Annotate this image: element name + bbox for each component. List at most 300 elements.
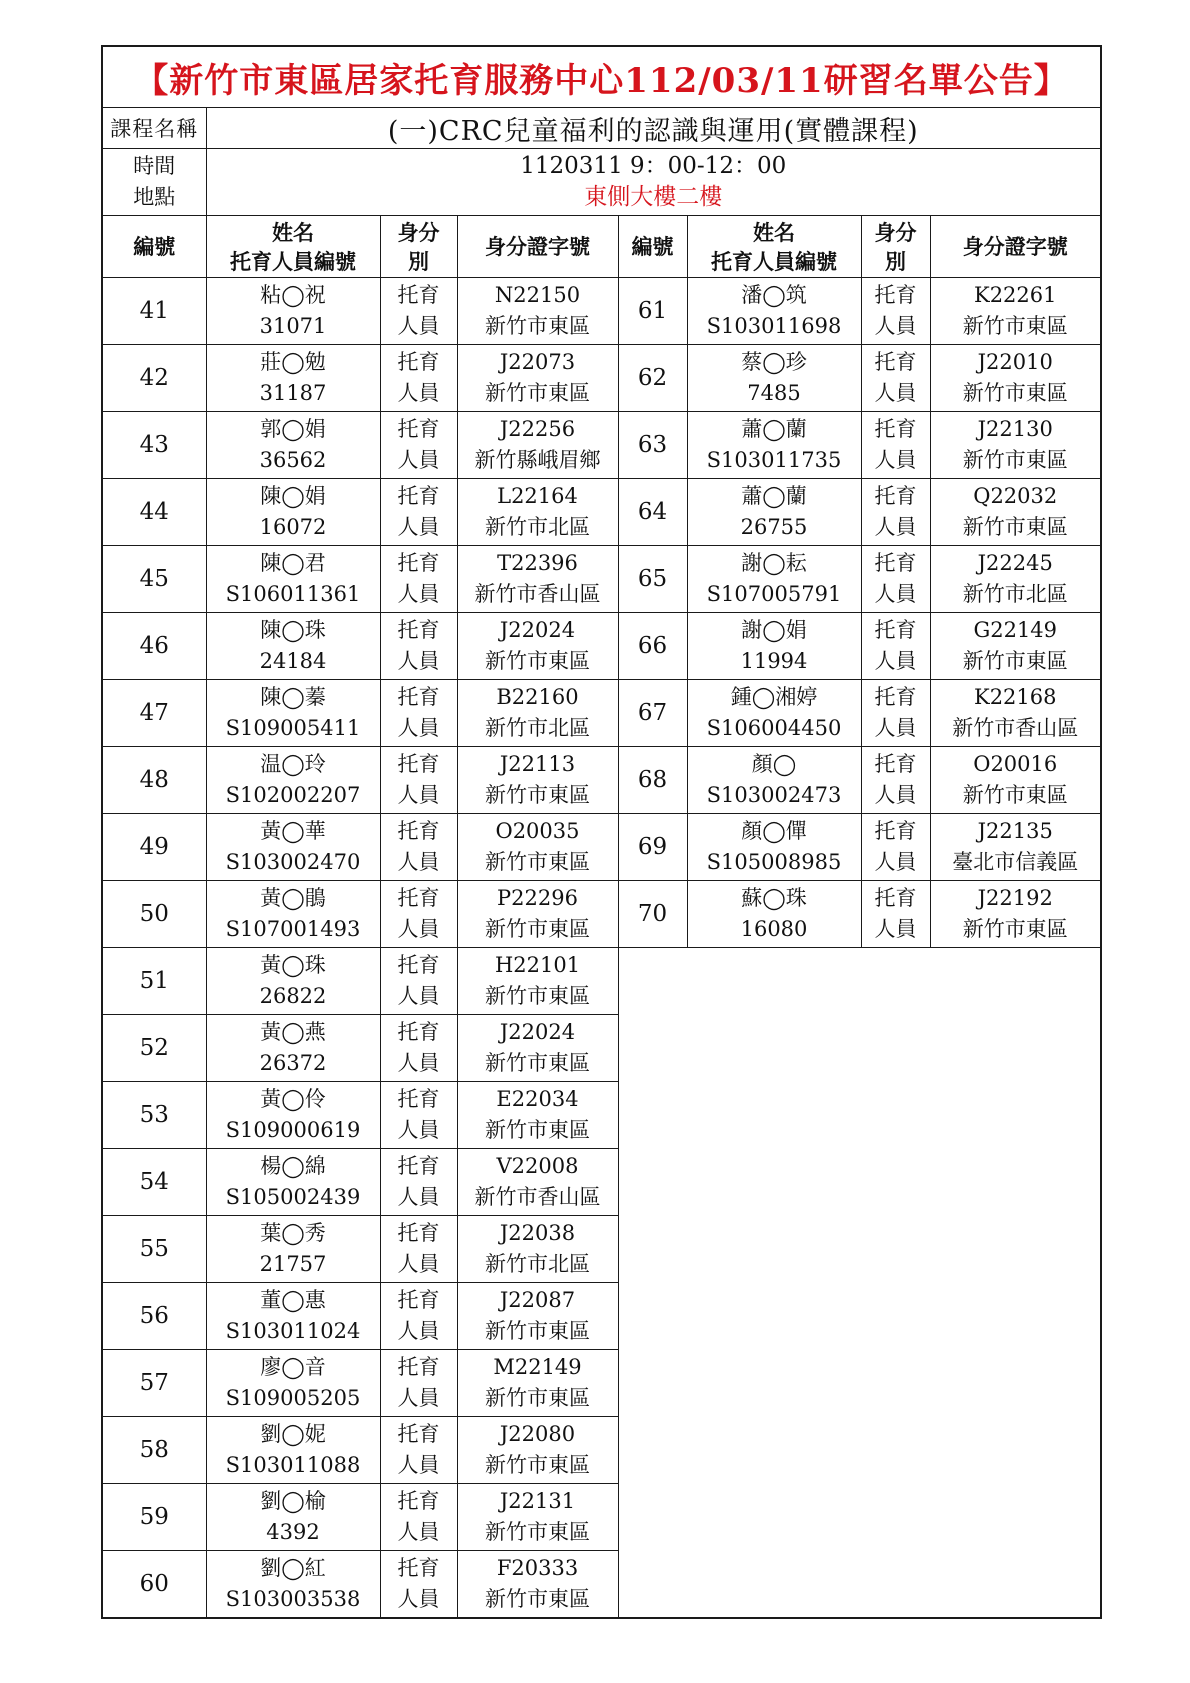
- entry-id-number: L22164: [497, 484, 578, 508]
- entry-identity-line2: 人員: [874, 381, 917, 405]
- entry-name: 粘◯祝: [260, 283, 326, 307]
- entry-name-cell: [687, 546, 861, 613]
- entry-area: 新竹市東區: [485, 1386, 590, 1410]
- entry-id-number: J22024: [499, 1020, 576, 1044]
- roster-table: [101, 45, 1102, 1619]
- entry-name: 黃◯伶: [260, 1087, 326, 1111]
- entry-identity-cell: [861, 881, 930, 948]
- entry-name: 蕭◯蘭: [741, 484, 807, 508]
- entry-identity-line1: 托育: [397, 953, 440, 977]
- entry-area: 新竹市東區: [485, 917, 590, 941]
- table-row: [102, 479, 1101, 546]
- entry-area: 新竹市東區: [485, 850, 590, 874]
- entry-name-cell: [206, 412, 380, 479]
- entry-identity-line1: 托育: [397, 819, 440, 843]
- entry-number: 55: [102, 1216, 206, 1283]
- entry-staff-id: 16072: [259, 515, 327, 539]
- entry-identity-line2: 人員: [874, 582, 917, 606]
- table-row: [102, 948, 1101, 1015]
- header-number: 編號: [618, 216, 687, 278]
- entry-identity-cell: [380, 479, 457, 546]
- entry-staff-id: 26372: [259, 1051, 327, 1075]
- entry-identity-line1: 托育: [397, 1221, 440, 1245]
- entry-id-cell: [457, 1149, 618, 1216]
- entry-id-number: J22130: [977, 417, 1053, 441]
- entry-area: 臺北市信義區: [952, 850, 1079, 874]
- entry-staff-id: S106011361: [225, 582, 361, 606]
- entry-id-cell: [930, 814, 1101, 881]
- header-identity-line2: 別: [885, 248, 906, 274]
- entry-id-cell: [930, 345, 1101, 412]
- entry-id-cell: [457, 546, 618, 613]
- entry-identity-cell: [380, 1417, 457, 1484]
- entry-area: 新竹市東區: [962, 381, 1068, 405]
- entry-area: 新竹市香山區: [952, 716, 1079, 740]
- entry-staff-id: 4392: [266, 1520, 320, 1544]
- table-row: [102, 412, 1101, 479]
- entry-name: 董◯惠: [260, 1288, 326, 1312]
- entry-id-number: N22150: [494, 283, 581, 307]
- time-place-value: [206, 149, 1101, 216]
- entry-staff-id: 36562: [259, 448, 327, 472]
- entry-name-cell: [687, 881, 861, 948]
- entry-number: 68: [618, 747, 687, 814]
- entry-id-cell: [457, 278, 618, 345]
- time-place-label: [102, 149, 206, 216]
- entry-id-cell: [930, 412, 1101, 479]
- entry-staff-id: S107005791: [706, 582, 842, 606]
- table-row: [102, 747, 1101, 814]
- entry-name: 陳◯娟: [260, 484, 326, 508]
- entry-area: 新竹市北區: [485, 716, 590, 740]
- entry-id-number: J22135: [977, 819, 1053, 843]
- entry-id-cell: [930, 680, 1101, 747]
- entry-number: 60: [102, 1551, 206, 1619]
- entry-id-cell: [457, 948, 618, 1015]
- entry-area: 新竹市東區: [962, 649, 1068, 673]
- entry-id-cell: [457, 1350, 618, 1417]
- entry-name-cell: [206, 1082, 380, 1149]
- entry-identity-line2: 人員: [397, 381, 440, 405]
- column-header-row: [102, 216, 1101, 278]
- entry-identity-cell: [861, 546, 930, 613]
- entry-name-cell: [206, 747, 380, 814]
- entry-id-number: J22087: [499, 1288, 576, 1312]
- entry-area: 新竹市北區: [485, 515, 590, 539]
- entry-name: 謝◯耘: [741, 551, 807, 575]
- entry-identity-line2: 人員: [397, 1386, 440, 1410]
- entry-identity-cell: [861, 479, 930, 546]
- time-label: 時間: [133, 154, 176, 178]
- entry-id-cell: [930, 747, 1101, 814]
- entry-staff-id: S103002473: [706, 783, 842, 807]
- entry-identity-line1: 托育: [397, 1020, 440, 1044]
- entry-name: 顏◯僤: [741, 819, 807, 843]
- entry-name-cell: [206, 948, 380, 1015]
- session-time: 1120311 9：00-12：00: [520, 153, 787, 179]
- entry-staff-id: S109000619: [225, 1118, 361, 1142]
- entry-identity-cell: [380, 881, 457, 948]
- header-identity-line2: 別: [408, 248, 429, 274]
- entry-name-cell: [687, 412, 861, 479]
- entry-staff-id: S103002470: [225, 850, 361, 874]
- entry-identity-line2: 人員: [397, 917, 440, 941]
- empty-area: [618, 948, 1101, 1619]
- entry-identity-cell: [380, 1283, 457, 1350]
- entry-identity-line1: 托育: [397, 1556, 440, 1580]
- entry-area: 新竹市東區: [962, 448, 1068, 472]
- entry-name-cell: [206, 479, 380, 546]
- entry-id-cell: [930, 479, 1101, 546]
- entry-name-cell: [206, 1484, 380, 1551]
- entry-number: 43: [102, 412, 206, 479]
- entry-name: 黃◯珠: [260, 953, 326, 977]
- entry-id-cell: [457, 881, 618, 948]
- entry-area: 新竹市香山區: [474, 582, 601, 606]
- table-row: [102, 814, 1101, 881]
- header-name-line2: 托育人員編號: [711, 248, 837, 274]
- entry-number: 51: [102, 948, 206, 1015]
- entry-identity-line2: 人員: [397, 783, 440, 807]
- entry-name: 鍾◯湘婷: [730, 685, 818, 709]
- entry-identity-line1: 托育: [397, 1288, 440, 1312]
- entry-number: 64: [618, 479, 687, 546]
- course-label: 課程名稱: [102, 108, 206, 149]
- entry-staff-id: S106004450: [706, 716, 842, 740]
- entry-id-number: J22131: [499, 1489, 576, 1513]
- entry-name: 郭◯娟: [260, 417, 326, 441]
- entry-number: 41: [102, 278, 206, 345]
- entry-number: 62: [618, 345, 687, 412]
- entry-name: 莊◯勉: [260, 350, 326, 374]
- entry-id-number: E22034: [496, 1087, 579, 1111]
- entry-number: 48: [102, 747, 206, 814]
- entry-staff-id: 26822: [259, 984, 327, 1008]
- entry-area: 新竹市東區: [485, 1520, 590, 1544]
- header-id-number: 身分證字號: [930, 216, 1101, 278]
- entry-identity-line1: 托育: [397, 1422, 440, 1446]
- entry-id-number: J22073: [499, 350, 576, 374]
- entry-id-cell: [930, 278, 1101, 345]
- entry-identity-line2: 人員: [397, 1118, 440, 1142]
- entry-staff-id: S103011735: [706, 448, 842, 472]
- entry-id-cell: [457, 345, 618, 412]
- entry-identity-line2: 人員: [874, 649, 917, 673]
- entry-identity-cell: [380, 546, 457, 613]
- entry-staff-id: 26755: [740, 515, 808, 539]
- entry-identity-line2: 人員: [874, 917, 917, 941]
- table-row: [102, 278, 1101, 345]
- entry-identity-cell: [861, 613, 930, 680]
- entry-id-cell: [457, 1015, 618, 1082]
- entry-area: 新竹市東區: [485, 1118, 590, 1142]
- entry-number: 57: [102, 1350, 206, 1417]
- entry-name-cell: [206, 546, 380, 613]
- entry-number: 65: [618, 546, 687, 613]
- entry-id-number: O20016: [973, 752, 1058, 776]
- entry-name-cell: [206, 1283, 380, 1350]
- entry-identity-cell: [380, 1551, 457, 1619]
- entry-id-cell: [457, 747, 618, 814]
- entry-number: 56: [102, 1283, 206, 1350]
- entry-staff-id: S105002439: [225, 1185, 361, 1209]
- entry-name-cell: [687, 345, 861, 412]
- header-identity-line1: 身分: [397, 219, 440, 245]
- entry-name: 潘◯筑: [741, 283, 807, 307]
- entry-identity-cell: [380, 747, 457, 814]
- entry-name-cell: [687, 814, 861, 881]
- entry-id-number: G22149: [973, 618, 1058, 642]
- entry-staff-id: S105008985: [706, 850, 842, 874]
- entry-name-cell: [206, 278, 380, 345]
- entry-identity-line2: 人員: [874, 783, 917, 807]
- place-label: 地點: [133, 185, 176, 209]
- entry-identity-line1: 托育: [874, 685, 917, 709]
- header-id-number: 身分證字號: [457, 216, 618, 278]
- entry-identity-line2: 人員: [397, 1319, 440, 1343]
- entry-identity-line2: 人員: [874, 850, 917, 874]
- entry-identity-cell: [380, 345, 457, 412]
- entry-area: 新竹市北區: [485, 1252, 590, 1276]
- entry-id-cell: [457, 1417, 618, 1484]
- entry-id-number: J22245: [977, 551, 1053, 575]
- entry-area: 新竹市東區: [485, 1453, 590, 1477]
- table-row: [102, 881, 1101, 948]
- table-row: [102, 680, 1101, 747]
- entry-name-cell: [687, 680, 861, 747]
- entry-name-cell: [206, 1417, 380, 1484]
- entry-name: 陳◯珠: [260, 618, 326, 642]
- entry-area: 新竹市東區: [485, 984, 590, 1008]
- entry-identity-line2: 人員: [397, 984, 440, 1008]
- entry-area: 新竹市東區: [962, 314, 1068, 338]
- entry-number: 46: [102, 613, 206, 680]
- header-name-line1: 姓名: [753, 219, 795, 245]
- entry-number: 66: [618, 613, 687, 680]
- page-title: 【新竹市東區居家托育服務中心112/03/11研習名單公告】: [102, 46, 1101, 108]
- entry-identity-cell: [380, 1216, 457, 1283]
- entry-name-cell: [687, 747, 861, 814]
- entry-identity-cell: [380, 680, 457, 747]
- entry-id-cell: [457, 1551, 618, 1619]
- entry-name: 陳◯君: [260, 551, 326, 575]
- entry-staff-id: 31071: [259, 314, 327, 338]
- entry-area: 新竹市東區: [485, 1587, 590, 1611]
- entry-name-cell: [206, 881, 380, 948]
- entry-identity-line1: 托育: [397, 551, 440, 575]
- entry-name-cell: [206, 1216, 380, 1283]
- entry-identity-cell: [861, 747, 930, 814]
- entry-area: 新竹市東區: [485, 649, 590, 673]
- entry-id-cell: [457, 479, 618, 546]
- entry-staff-id: S103011024: [225, 1319, 361, 1343]
- entry-staff-id: 24184: [259, 649, 327, 673]
- entry-id-number: K22261: [974, 283, 1057, 307]
- entry-identity-line1: 托育: [397, 1154, 440, 1178]
- entry-identity-line1: 托育: [874, 350, 917, 374]
- entry-staff-id: S109005411: [225, 716, 361, 740]
- entry-name: 葉◯秀: [260, 1221, 326, 1245]
- entry-id-cell: [457, 1216, 618, 1283]
- entry-number: 63: [618, 412, 687, 479]
- entry-id-number: J22256: [499, 417, 576, 441]
- header-name: [687, 216, 861, 278]
- header-name-line1: 姓名: [272, 219, 314, 245]
- entry-identity-line2: 人員: [397, 649, 440, 673]
- entry-name-cell: [687, 613, 861, 680]
- entry-name-cell: [206, 1015, 380, 1082]
- entry-identity-line2: 人員: [874, 448, 917, 472]
- entry-name-cell: [206, 1551, 380, 1619]
- entry-staff-id: 31187: [259, 381, 327, 405]
- entry-name: 蕭◯蘭: [741, 417, 807, 441]
- entry-name: 黃◯燕: [260, 1020, 326, 1044]
- entry-staff-id: 11994: [740, 649, 808, 673]
- entry-name: 蘇◯珠: [741, 886, 807, 910]
- entry-id-number: K22168: [974, 685, 1057, 709]
- entry-staff-id: S103003538: [225, 1587, 361, 1611]
- entry-number: 47: [102, 680, 206, 747]
- entry-identity-line2: 人員: [397, 1252, 440, 1276]
- header-name-line2: 托育人員編號: [230, 248, 356, 274]
- entry-name: 温◯玲: [260, 752, 326, 776]
- entry-area: 新竹市東區: [485, 1051, 590, 1075]
- entry-identity-cell: [380, 1082, 457, 1149]
- entry-name: 黃◯鵑: [260, 886, 326, 910]
- entry-id-number: J22010: [977, 350, 1053, 374]
- entry-identity-line1: 托育: [397, 283, 440, 307]
- entry-staff-id: 21757: [259, 1252, 327, 1276]
- entry-name-cell: [206, 680, 380, 747]
- entry-identity-cell: [380, 613, 457, 680]
- entry-number: 69: [618, 814, 687, 881]
- table-row: [102, 613, 1101, 680]
- entry-identity-cell: [861, 412, 930, 479]
- entry-name: 廖◯音: [260, 1355, 326, 1379]
- entry-number: 53: [102, 1082, 206, 1149]
- entry-staff-id: S107001493: [225, 917, 361, 941]
- entry-area: 新竹市東區: [485, 1319, 590, 1343]
- session-place: 東側大樓二樓: [584, 184, 723, 210]
- entry-area: 新竹市北區: [962, 582, 1068, 606]
- entry-identity-line2: 人員: [397, 1520, 440, 1544]
- header-name: [206, 216, 380, 278]
- entry-identity-line2: 人員: [397, 1051, 440, 1075]
- entry-identity-line1: 托育: [397, 1489, 440, 1513]
- entry-identity-line2: 人員: [397, 314, 440, 338]
- entry-number: 67: [618, 680, 687, 747]
- entry-name-cell: [687, 278, 861, 345]
- course-name: (一)CRC兒童福利的認識與運用(實體課程): [206, 108, 1101, 149]
- entry-area: 新竹市東區: [485, 314, 590, 338]
- entry-id-cell: [457, 814, 618, 881]
- entry-identity-cell: [380, 1015, 457, 1082]
- entry-area: 新竹市東區: [485, 783, 590, 807]
- entry-number: 44: [102, 479, 206, 546]
- entry-area: 新竹市東區: [962, 917, 1068, 941]
- entry-id-number: J22080: [499, 1422, 576, 1446]
- entry-identity-line2: 人員: [397, 716, 440, 740]
- entry-identity-line1: 托育: [874, 551, 917, 575]
- entry-name: 劉◯榆: [260, 1489, 326, 1513]
- entry-area: 新竹市香山區: [474, 1185, 601, 1209]
- entry-identity-line2: 人員: [397, 448, 440, 472]
- entry-staff-id: 7485: [747, 381, 801, 405]
- header-number: 編號: [102, 216, 206, 278]
- entry-id-cell: [457, 1283, 618, 1350]
- header-identity-line1: 身分: [874, 219, 917, 245]
- entry-id-number: B22160: [496, 685, 579, 709]
- entry-identity-cell: [861, 814, 930, 881]
- entry-identity-cell: [861, 278, 930, 345]
- entry-identity-cell: [380, 1149, 457, 1216]
- entry-name: 顏◯: [751, 752, 797, 776]
- entry-number: 45: [102, 546, 206, 613]
- header-identity: [380, 216, 457, 278]
- entry-identity-line1: 托育: [397, 1087, 440, 1111]
- entry-identity-line1: 托育: [397, 417, 440, 441]
- entry-id-number: H22101: [494, 953, 581, 977]
- entry-id-number: J22113: [499, 752, 576, 776]
- entry-identity-line1: 托育: [874, 484, 917, 508]
- entry-identity-line2: 人員: [874, 515, 917, 539]
- entry-name: 劉◯妮: [260, 1422, 326, 1446]
- entry-number: 58: [102, 1417, 206, 1484]
- entry-identity-line1: 托育: [397, 752, 440, 776]
- entry-staff-id: S102002207: [225, 783, 361, 807]
- entry-id-number: J22038: [499, 1221, 576, 1245]
- entry-id-cell: [457, 680, 618, 747]
- entry-staff-id: 16080: [740, 917, 808, 941]
- entry-id-cell: [457, 412, 618, 479]
- entry-identity-line1: 托育: [874, 752, 917, 776]
- entry-identity-cell: [861, 680, 930, 747]
- entry-number: 52: [102, 1015, 206, 1082]
- entry-identity-cell: [380, 1484, 457, 1551]
- entry-identity-line2: 人員: [874, 716, 917, 740]
- entry-name-cell: [206, 613, 380, 680]
- entry-name-cell: [206, 814, 380, 881]
- entry-identity-line1: 托育: [397, 618, 440, 642]
- entry-identity-line1: 托育: [397, 886, 440, 910]
- entry-identity-line2: 人員: [397, 850, 440, 874]
- entry-name-cell: [687, 479, 861, 546]
- entry-id-number: V22008: [496, 1154, 579, 1178]
- entry-id-number: F20333: [496, 1556, 579, 1580]
- entry-identity-line2: 人員: [397, 1185, 440, 1209]
- entry-number: 70: [618, 881, 687, 948]
- entry-id-cell: [930, 613, 1101, 680]
- entry-id-number: J22192: [977, 886, 1053, 910]
- entry-identity-line2: 人員: [397, 515, 440, 539]
- entry-id-cell: [930, 546, 1101, 613]
- entry-name-cell: [206, 1350, 380, 1417]
- entry-name-cell: [206, 345, 380, 412]
- entry-id-cell: [457, 1082, 618, 1149]
- entry-area: 新竹市東區: [485, 381, 590, 405]
- entry-identity-line1: 托育: [874, 283, 917, 307]
- entry-number: 50: [102, 881, 206, 948]
- entry-identity-cell: [380, 412, 457, 479]
- entry-identity-line2: 人員: [397, 1453, 440, 1477]
- entry-id-number: T22396: [497, 551, 578, 575]
- entry-name: 謝◯娟: [741, 618, 807, 642]
- entry-id-cell: [930, 881, 1101, 948]
- entry-name: 蔡◯珍: [741, 350, 807, 374]
- entry-identity-line1: 托育: [874, 618, 917, 642]
- table-row: [102, 345, 1101, 412]
- entry-identity-line2: 人員: [874, 314, 917, 338]
